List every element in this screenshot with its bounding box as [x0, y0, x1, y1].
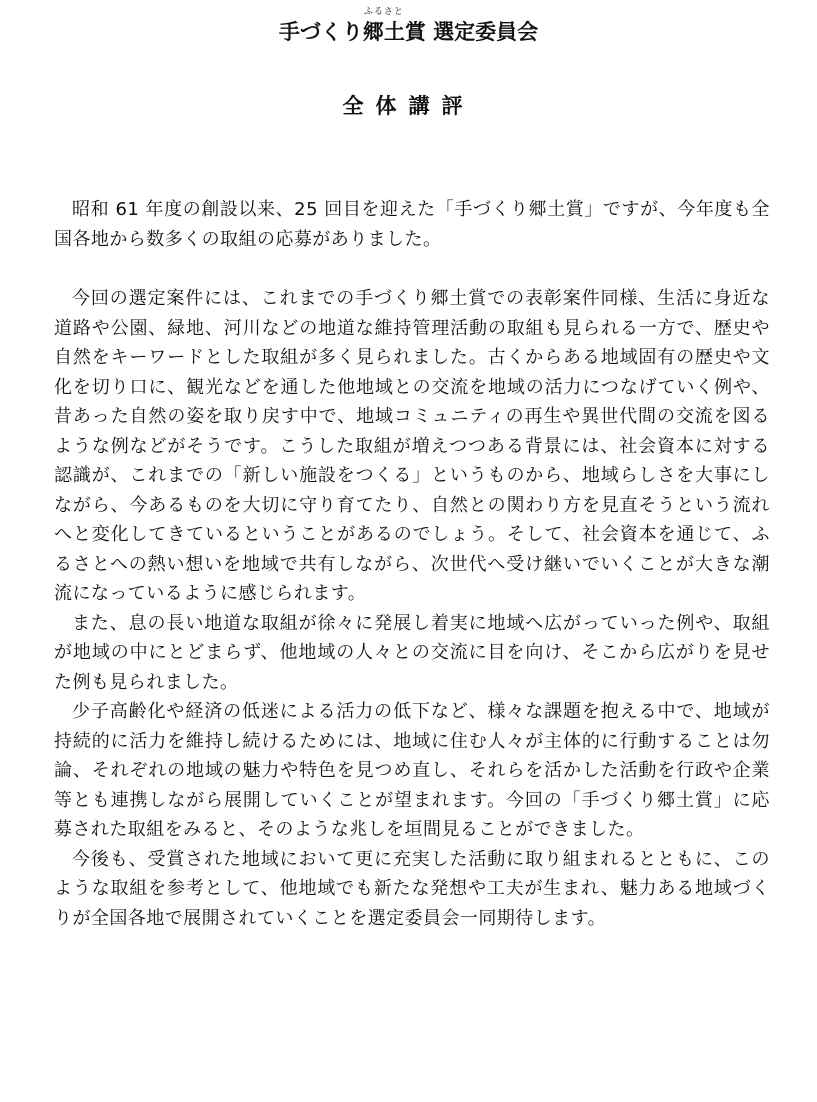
paragraph-2: 今回の選定案件には、これまでの手づくり郷土賞での表彰案件同様、生活に身近な道路や公園、緑地、河川などの地道な維持管理活動の取組も見られる一方で、歴史や自然をキーワードとした取組が多く見られました。古くからある地域固有の歴史や文化を切り口に、観光などを通した他地域との交流を地域の活力につなげていく例や、昔あった自然の姿を取り戻す中で、地域コミュニティの再生や異世代間の交流を図るような例などがそうです。こうした取組が増えつつある背景には、社会資本に対する認識が、これまでの「新しい施設をつくる」というものから、地域らしさを大事にしながら、今あるものを大切に守り育てたり、自然との関わり方を見直そうという流れへと変化してきているということがあるのでしょう。そして、社会資本を通じて、ふるさとへの熱い想いを地域で共有しながら、次世代へ受け継いでいくことが大きな潮流になっているように感じられます。 [54, 288, 770, 604]
title-ruby [362, 7, 405, 46]
paragraph-3: また、息の長い地道な取組が徐々に発展し着実に地域へ広がっていった例や、取組が地域の中にとどまらず、他地域の人々との交流に目を向け、そこから広がりを見せた例も見られました。 [54, 612, 770, 693]
paragraph-4: 少子高齢化や経済の低迷による活力の低下など、様々な課題を抱える中で、地域が持続的に活力を維持し続けるためには、地域に住む人々が主体的に行動することは勿論、それぞれの地域の魅力や特色を見つめ直し、それらを活かした活動を行政や企業等とも連携しながら展開していくことが望まれます。今回の「手づくり郷土賞」に応募された取組をみると、そのような兆しを垣間見ることができました。 [54, 701, 770, 840]
title-part-1: 手づくり [278, 20, 363, 44]
document-body [54, 195, 770, 933]
document-subtitle: 全体講評 [342, 94, 475, 118]
title-part-2: 賞 選定委員会 [404, 20, 539, 44]
title-ruby-reading: ふるさと [363, 7, 404, 17]
title-line [278, 7, 539, 46]
paragraph-5: 今後も、受賞された地域において更に充実した活動に取り組まれるとともに、このような取組を参考として、他地域でも新たな発想や工夫が生まれ、魅力ある地域づくりが全国各地で展開されていくことを選定委員会一同期待します。 [54, 848, 770, 929]
document-title [0, 7, 817, 46]
paragraph-1: 昭和 61 年度の創設以来、25 回目を迎えた「手づくり郷土賞」ですが、今年度も全国各地から数多くの取組の応募がありました。 [54, 199, 770, 250]
title-ruby-base: 郷土 [362, 20, 405, 44]
